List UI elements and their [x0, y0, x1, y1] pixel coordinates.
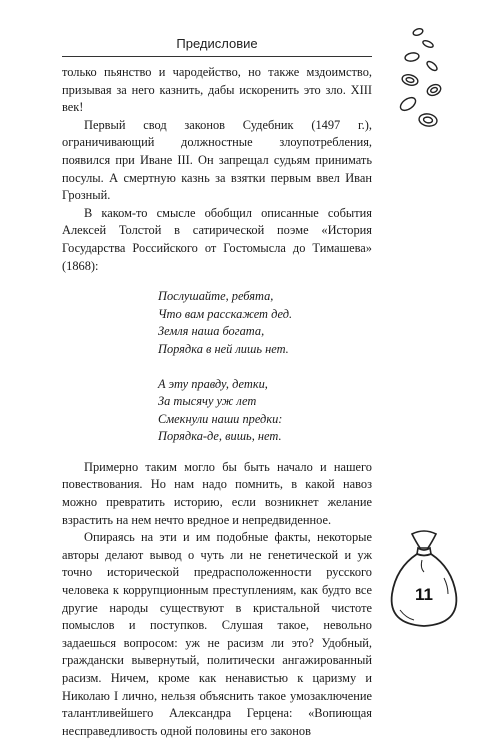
- poem-line: За тысячу уж лет: [158, 394, 257, 409]
- poem-line: Что вам расскажет дед.: [158, 306, 293, 321]
- header-divider: [62, 56, 372, 57]
- paragraph: Опираясь на эти и им подобные факты, некоторые авторы делают вывод о чуть ли не генетической и уж точно исторической предрасположенности русского человека к коррупционным преступлениям, как будто все другие народы существуют в кристальной чистоте помыслов и поступков. Слушая такое, невольно задаешься вопросом: уж не расизм ли это? Удобный, граждански вывернутый, политически ангажированный расизм. Ничем, кроме как ненавистью к царизму и Николаю I лично, нельзя объяснить такое умозаключение талантливейшего Александра Герцена: «Вопиющая несправедливость одной половины его законов: [62, 530, 372, 738]
- poem-quote: [158, 288, 372, 446]
- poem-line: Послушайте, ребята,: [158, 289, 274, 304]
- page-number: 11: [415, 585, 433, 604]
- money-bag-icon: [384, 528, 464, 630]
- running-header: Предисловие: [176, 36, 258, 51]
- poem-stanza: [158, 288, 372, 358]
- paragraph: только пьянство и чародейство, но также мздоимство, призывая за него казнить, дабы искоренить это зло. XIII век!: [62, 65, 372, 115]
- paragraph: В каком-то смысле обобщил описанные события Алексей Толстой в сатирической поэме «История Государства Российского от Гостомысла до Тимашева» (1868):: [62, 205, 372, 273]
- poem-line: Порядка-де, вишь, нет.: [158, 429, 282, 444]
- page-body: [62, 64, 372, 740]
- poem-line: Земля наша богата,: [158, 324, 265, 339]
- paragraph: Примерно таким могло бы быть начало и нашего повествования. Но нам надо помнить, в какой навоз можно превратить историю, если возникнет желание взрастить на нем нечто вредное и непредвиденное.: [62, 459, 372, 527]
- falling-coins-icon: [388, 24, 452, 136]
- poem-line: Порядка в ней лишь нет.: [158, 341, 289, 356]
- paragraph: Первый свод законов Судебник (1497 г.), ограничивающий должностные злоупотребления, появился при Иване III. Он запрещал судьям принимать посулы. А смертную казнь за взятки первым ввел Иван Грозный.: [62, 117, 372, 203]
- poem-line: Смекнули наши предки:: [158, 411, 283, 426]
- poem-stanza: [158, 376, 372, 446]
- poem-line: А эту правду, детки,: [158, 376, 268, 391]
